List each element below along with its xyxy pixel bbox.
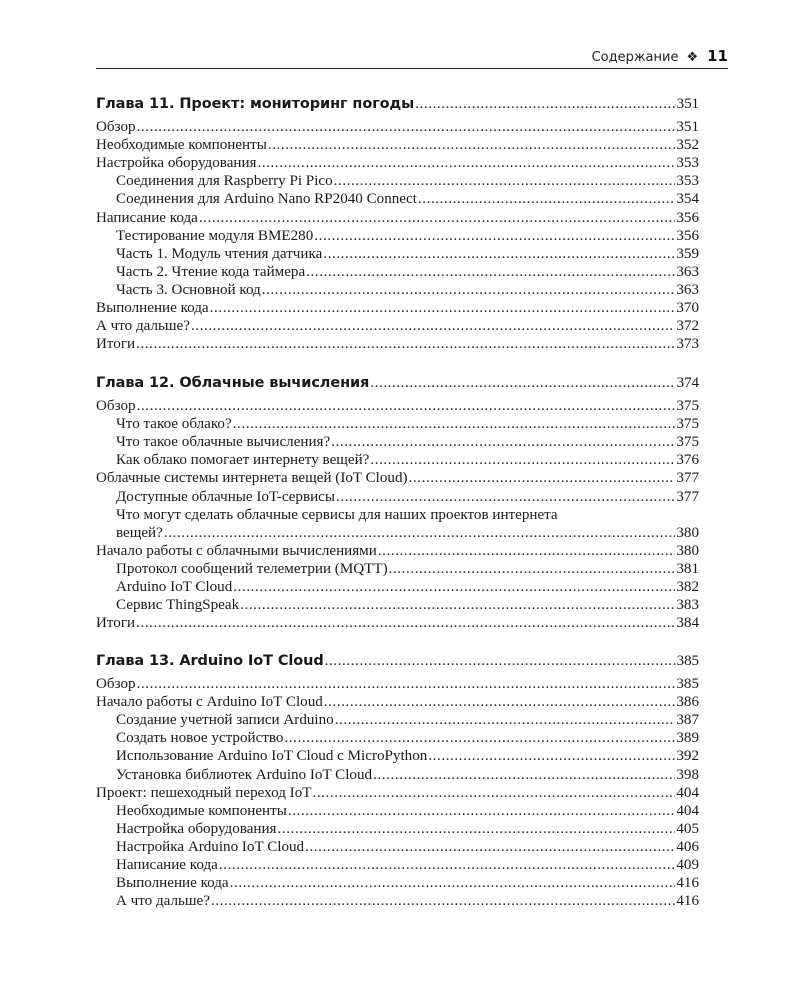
toc-entry-title: Что такое облако?	[116, 416, 232, 433]
dot-leader	[137, 118, 676, 136]
dot-leader	[240, 596, 675, 614]
page-number: 11	[707, 47, 728, 65]
toc-entry[interactable]	[116, 172, 699, 190]
toc-page-number: 372	[676, 318, 699, 335]
toc-entry-title: Начало работы с облачными вычислениями	[96, 542, 377, 559]
dot-leader	[305, 838, 675, 856]
dot-leader	[323, 245, 675, 263]
chapter-title: Глава 13. Arduino IoT Cloud	[96, 653, 324, 669]
dot-leader	[373, 766, 675, 784]
toc-entry[interactable]	[116, 892, 699, 910]
toc-page-number: 354	[676, 191, 699, 208]
toc-entry[interactable]	[116, 524, 699, 542]
toc-entry[interactable]	[116, 281, 699, 299]
dot-leader	[409, 469, 676, 487]
toc-entry-title: Обзор	[96, 119, 136, 135]
toc-entry[interactable]	[116, 874, 699, 892]
dot-leader	[233, 578, 675, 596]
toc-page-number: 406	[676, 838, 699, 855]
dot-leader	[278, 820, 676, 838]
toc-page-number: 375	[676, 398, 699, 414]
dot-leader	[210, 299, 676, 317]
toc-entry-title: Arduino IoT Cloud	[116, 579, 233, 595]
chapter-page-number: 351	[676, 96, 699, 112]
toc-entry[interactable]	[96, 784, 699, 802]
toc-page-number: 381	[676, 560, 699, 577]
toc-entry-title: Установка библиотек Arduino IoT Cloud	[116, 766, 373, 783]
toc-page-number: 363	[676, 281, 699, 298]
dot-leader	[164, 524, 676, 542]
toc-entry-title: Сервис ThingSpeak	[116, 597, 240, 614]
toc-entry[interactable]	[116, 578, 699, 596]
dot-leader	[262, 281, 676, 299]
toc-page-number: 387	[676, 712, 699, 729]
toc-page-number: 356	[676, 209, 699, 226]
toc-entry[interactable]	[96, 397, 699, 415]
dot-leader	[284, 729, 675, 747]
toc-page-number: 416	[676, 875, 699, 892]
toc-entry-title: Итоги	[96, 336, 136, 353]
toc-page-number: 383	[676, 597, 699, 614]
toc-entry-title: Выполнение кода	[96, 300, 209, 316]
toc-entry-title: Обзор	[96, 398, 136, 414]
toc-page-number: 376	[676, 452, 699, 469]
page-header	[96, 47, 728, 69]
dot-leader	[314, 227, 675, 245]
chapter-heading[interactable]	[96, 374, 699, 392]
dot-leader	[325, 652, 676, 670]
dot-leader	[389, 560, 676, 578]
toc-entry-title: Начало работы с Arduino IoT Cloud	[96, 694, 323, 711]
toc-page-number: 405	[676, 820, 699, 837]
toc-entry-title: Доступные облачные IoT-сервисы	[116, 488, 335, 505]
dot-leader	[331, 433, 675, 451]
toc-entry-title: Часть 3. Основной код	[116, 281, 261, 298]
dot-leader	[370, 451, 675, 469]
toc-entry-title: Написание кода	[116, 857, 218, 873]
toc-entry-title: Протокол сообщений телеметрии (MQTT)	[116, 560, 388, 577]
toc-entry[interactable]	[96, 209, 699, 227]
dot-leader	[418, 190, 675, 208]
dot-leader	[219, 856, 676, 874]
toc-entry-continuation: вещей?	[116, 524, 163, 541]
toc-entry[interactable]	[116, 729, 699, 747]
toc-entry[interactable]	[116, 560, 699, 578]
toc-entry[interactable]	[96, 675, 699, 693]
diamond-separator-icon: ❖	[686, 50, 699, 65]
dot-leader	[334, 172, 676, 190]
toc-page-number: 375	[676, 416, 699, 433]
toc-entry-title: Облачные системы интернета вещей (IoT Cloud)	[96, 470, 408, 487]
toc-entry-title: Проект: пешеходный переход IoT	[96, 784, 312, 801]
toc-entry[interactable]	[96, 335, 699, 353]
toc-entry[interactable]	[96, 542, 699, 560]
toc-page-number: 352	[676, 137, 699, 154]
toc-page-number: 384	[676, 615, 699, 632]
toc-entry[interactable]	[116, 263, 699, 281]
dot-leader	[199, 209, 676, 227]
toc-page-number: 416	[676, 893, 699, 910]
toc-entry[interactable]	[96, 136, 699, 154]
toc-page-number: 386	[676, 694, 699, 711]
toc-entry-title: Часть 1. Модуль чтения датчика	[116, 245, 323, 262]
toc-entry-title[interactable]: Что могут сделать облачные сервисы для наших проектов интернета	[116, 506, 558, 523]
toc-entry[interactable]	[116, 820, 699, 838]
toc-page-number: 409	[676, 857, 699, 873]
toc-entry-title: Итоги	[96, 615, 136, 632]
toc-entry[interactable]	[116, 856, 699, 874]
dot-leader	[370, 374, 675, 392]
dot-leader	[268, 136, 676, 154]
toc-page-number: 404	[676, 802, 699, 819]
dot-leader	[378, 542, 676, 560]
toc-entry[interactable]	[116, 227, 699, 245]
toc-entry[interactable]	[116, 451, 699, 469]
dot-leader	[137, 675, 676, 693]
toc-entry[interactable]	[116, 245, 699, 263]
toc-page-number: 382	[676, 579, 699, 595]
toc-page-number: 353	[676, 155, 699, 172]
toc-entry-title: Обзор	[96, 676, 136, 692]
toc-entry[interactable]	[96, 693, 699, 711]
toc-page-number: 404	[676, 784, 699, 801]
chapter-title: Глава 11. Проект: мониторинг погоды	[96, 96, 415, 112]
header-inner	[592, 47, 728, 65]
toc-page-number: 377	[676, 470, 699, 487]
toc-entry[interactable]	[116, 433, 699, 451]
toc-entry[interactable]	[96, 154, 699, 172]
toc-page-number: 363	[676, 263, 699, 280]
toc-page-number: 398	[676, 766, 699, 783]
chapter-title: Глава 12. Облачные вычисления	[96, 375, 370, 391]
dot-leader	[288, 802, 676, 820]
dot-leader	[428, 747, 675, 765]
toc-entry-title: Использование Arduino IoT Cloud с MicroPython	[116, 748, 428, 765]
toc-entry[interactable]	[116, 747, 699, 765]
running-head: Содержание	[591, 50, 679, 65]
dot-leader	[336, 488, 675, 506]
dot-leader	[191, 317, 675, 335]
toc-entry-title: Тестирование модуля BME280	[116, 227, 314, 244]
toc-entry[interactable]	[116, 711, 699, 729]
toc-page-number: 392	[676, 748, 699, 765]
dot-leader	[258, 154, 676, 172]
toc-entry-title: А что дальше?	[116, 893, 210, 910]
toc-entry-title: Выполнение кода	[116, 875, 229, 892]
toc-entry-title: Соединения для Arduino Nano RP2040 Connect	[116, 191, 417, 208]
dot-leader	[230, 874, 676, 892]
chapter-page-number: 374	[676, 375, 699, 391]
toc-page-number: 375	[676, 434, 699, 451]
dot-leader	[136, 335, 675, 353]
toc-page-number: 370	[676, 300, 699, 316]
toc-entry-title: Написание кода	[96, 209, 198, 226]
dot-leader	[312, 784, 675, 802]
toc-entry[interactable]	[96, 614, 699, 632]
toc-entry-title: Что такое облачные вычисления?	[116, 434, 331, 451]
toc-page-number: 389	[676, 730, 699, 747]
dot-leader	[415, 95, 675, 113]
toc-entry[interactable]	[96, 299, 699, 317]
toc-page-number: 359	[676, 245, 699, 262]
toc-entry-title: Создать новое устройство	[116, 730, 284, 747]
toc-entry[interactable]	[116, 766, 699, 784]
toc-entry-title: Необходимые компоненты	[116, 802, 287, 819]
toc-entry-title: Создание учетной записи Arduino	[116, 712, 334, 729]
dot-leader	[233, 415, 676, 433]
chapter-page-number: 385	[676, 653, 699, 669]
toc-entry-title: Настройка оборудования	[96, 155, 257, 172]
dot-leader	[306, 263, 675, 281]
toc-page-number: 353	[676, 173, 699, 190]
toc-entry[interactable]	[96, 469, 699, 487]
toc-entry-title: Часть 2. Чтение кода таймера	[116, 263, 306, 280]
toc-page-number: 377	[676, 488, 699, 505]
toc-entry-title: А что дальше?	[96, 318, 190, 335]
dot-leader	[211, 892, 675, 910]
toc-page-number: 351	[676, 119, 699, 135]
toc-entry[interactable]	[116, 415, 699, 433]
toc-page-number: 373	[676, 336, 699, 353]
toc-entry-title: Настройка Arduino IoT Cloud	[116, 838, 305, 855]
chapter-heading[interactable]	[96, 652, 699, 670]
toc-page-number: 380	[676, 524, 699, 541]
toc-page-number: 380	[676, 542, 699, 559]
dot-leader	[137, 397, 676, 415]
toc-entry-title: Как облако помогает интернету вещей?	[116, 452, 370, 469]
toc-entry[interactable]	[116, 488, 699, 506]
dot-leader	[335, 711, 676, 729]
chapter-heading[interactable]	[96, 95, 699, 113]
dot-leader	[324, 693, 676, 711]
toc-entry[interactable]	[116, 802, 699, 820]
dot-leader	[136, 614, 675, 632]
toc-page-number: 356	[676, 227, 699, 244]
toc-entry[interactable]	[116, 838, 699, 856]
toc-entry[interactable]	[116, 190, 699, 208]
toc-entry[interactable]	[96, 317, 699, 335]
toc-entry-title: Необходимые компоненты	[96, 137, 267, 154]
toc-entry-title: Соединения для Raspberry Pi Pico	[116, 173, 333, 190]
toc-entry[interactable]	[116, 596, 699, 614]
toc-entry-title: Настройка оборудования	[116, 820, 277, 837]
toc-page-number: 385	[676, 676, 699, 692]
toc-entry[interactable]	[96, 118, 699, 136]
